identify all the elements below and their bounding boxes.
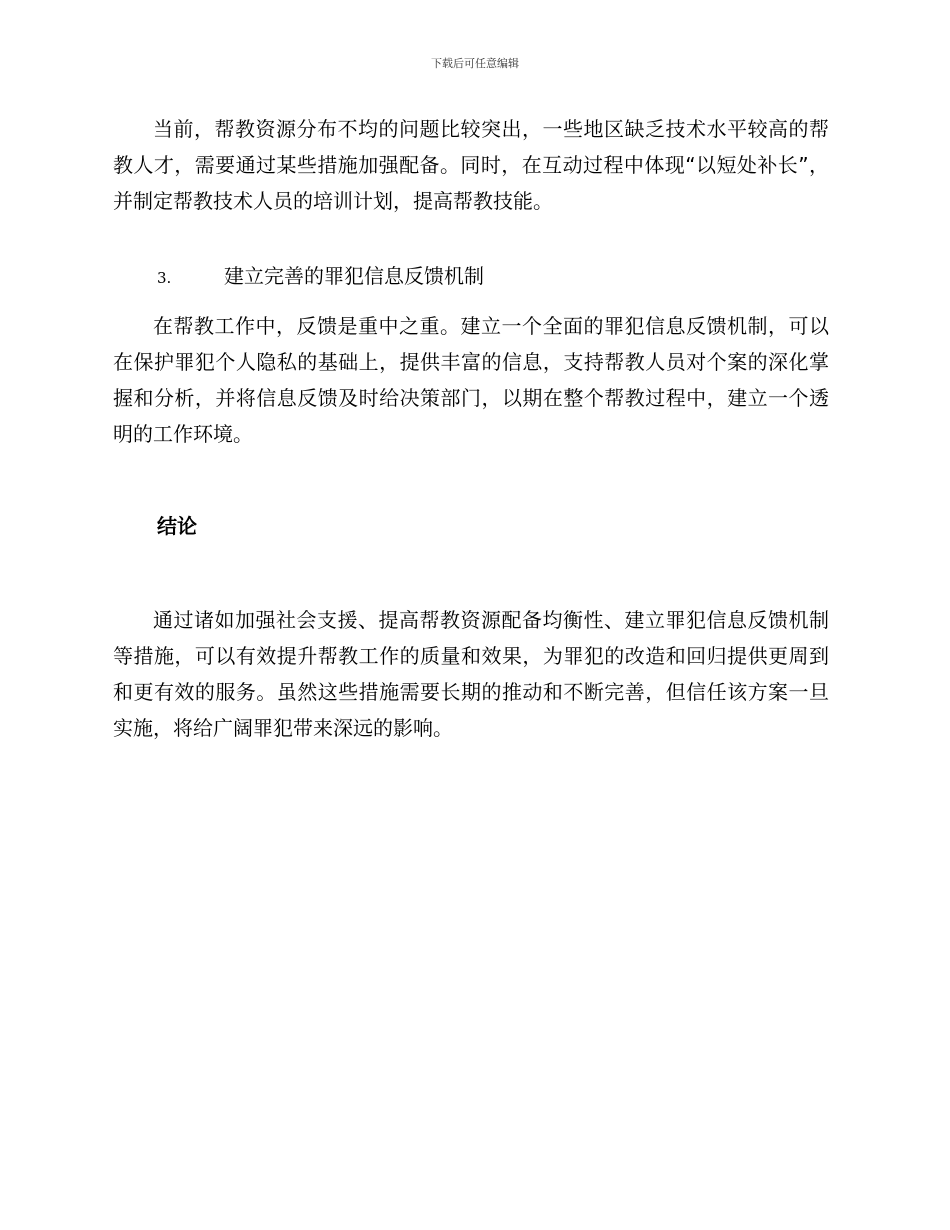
page-header-note: 下载后可任意编辑: [431, 57, 519, 70]
numbered-list-item: [157, 258, 837, 294]
list-item-text: 建立完善的罪犯信息反馈机制: [224, 264, 484, 288]
paragraph-resource-distribution: 当前，帮教资源分布不均的问题比较突出，一些地区缺乏技术水平较高的帮教人才，需要通过某些措施加强配备。同时，在互动过程中体现“以短处补长”，并制定帮教技术人员的培训计划，提高帮教技能。: [113, 117, 829, 213]
section-heading-conclusion: 结论: [157, 514, 197, 538]
paragraph-conclusion: 通过诸如加强社会支援、提高帮教资源配备均衡性、建立罪犯信息反馈机制等措施，可以有效提升帮教工作的质量和效果，为罪犯的改造和回归提供更周到和更有效的服务。虽然这些措施需要长期的推动和不断完善，但信任该方案一旦实施，将给广阔罪犯带来深远的影响。: [113, 608, 829, 740]
paragraph-feedback-mechanism: 在帮教工作中，反馈是重中之重。建立一个全面的罪犯信息反馈机制，可以在保护罪犯个人隐私的基础上，提供丰富的信息，支持帮教人员对个案的深化掌握和分析，并将信息反馈及时给决策部门，以期在整个帮教过程中，建立一个透明的工作环境。: [113, 314, 829, 446]
list-item-number: 3.: [157, 269, 172, 287]
